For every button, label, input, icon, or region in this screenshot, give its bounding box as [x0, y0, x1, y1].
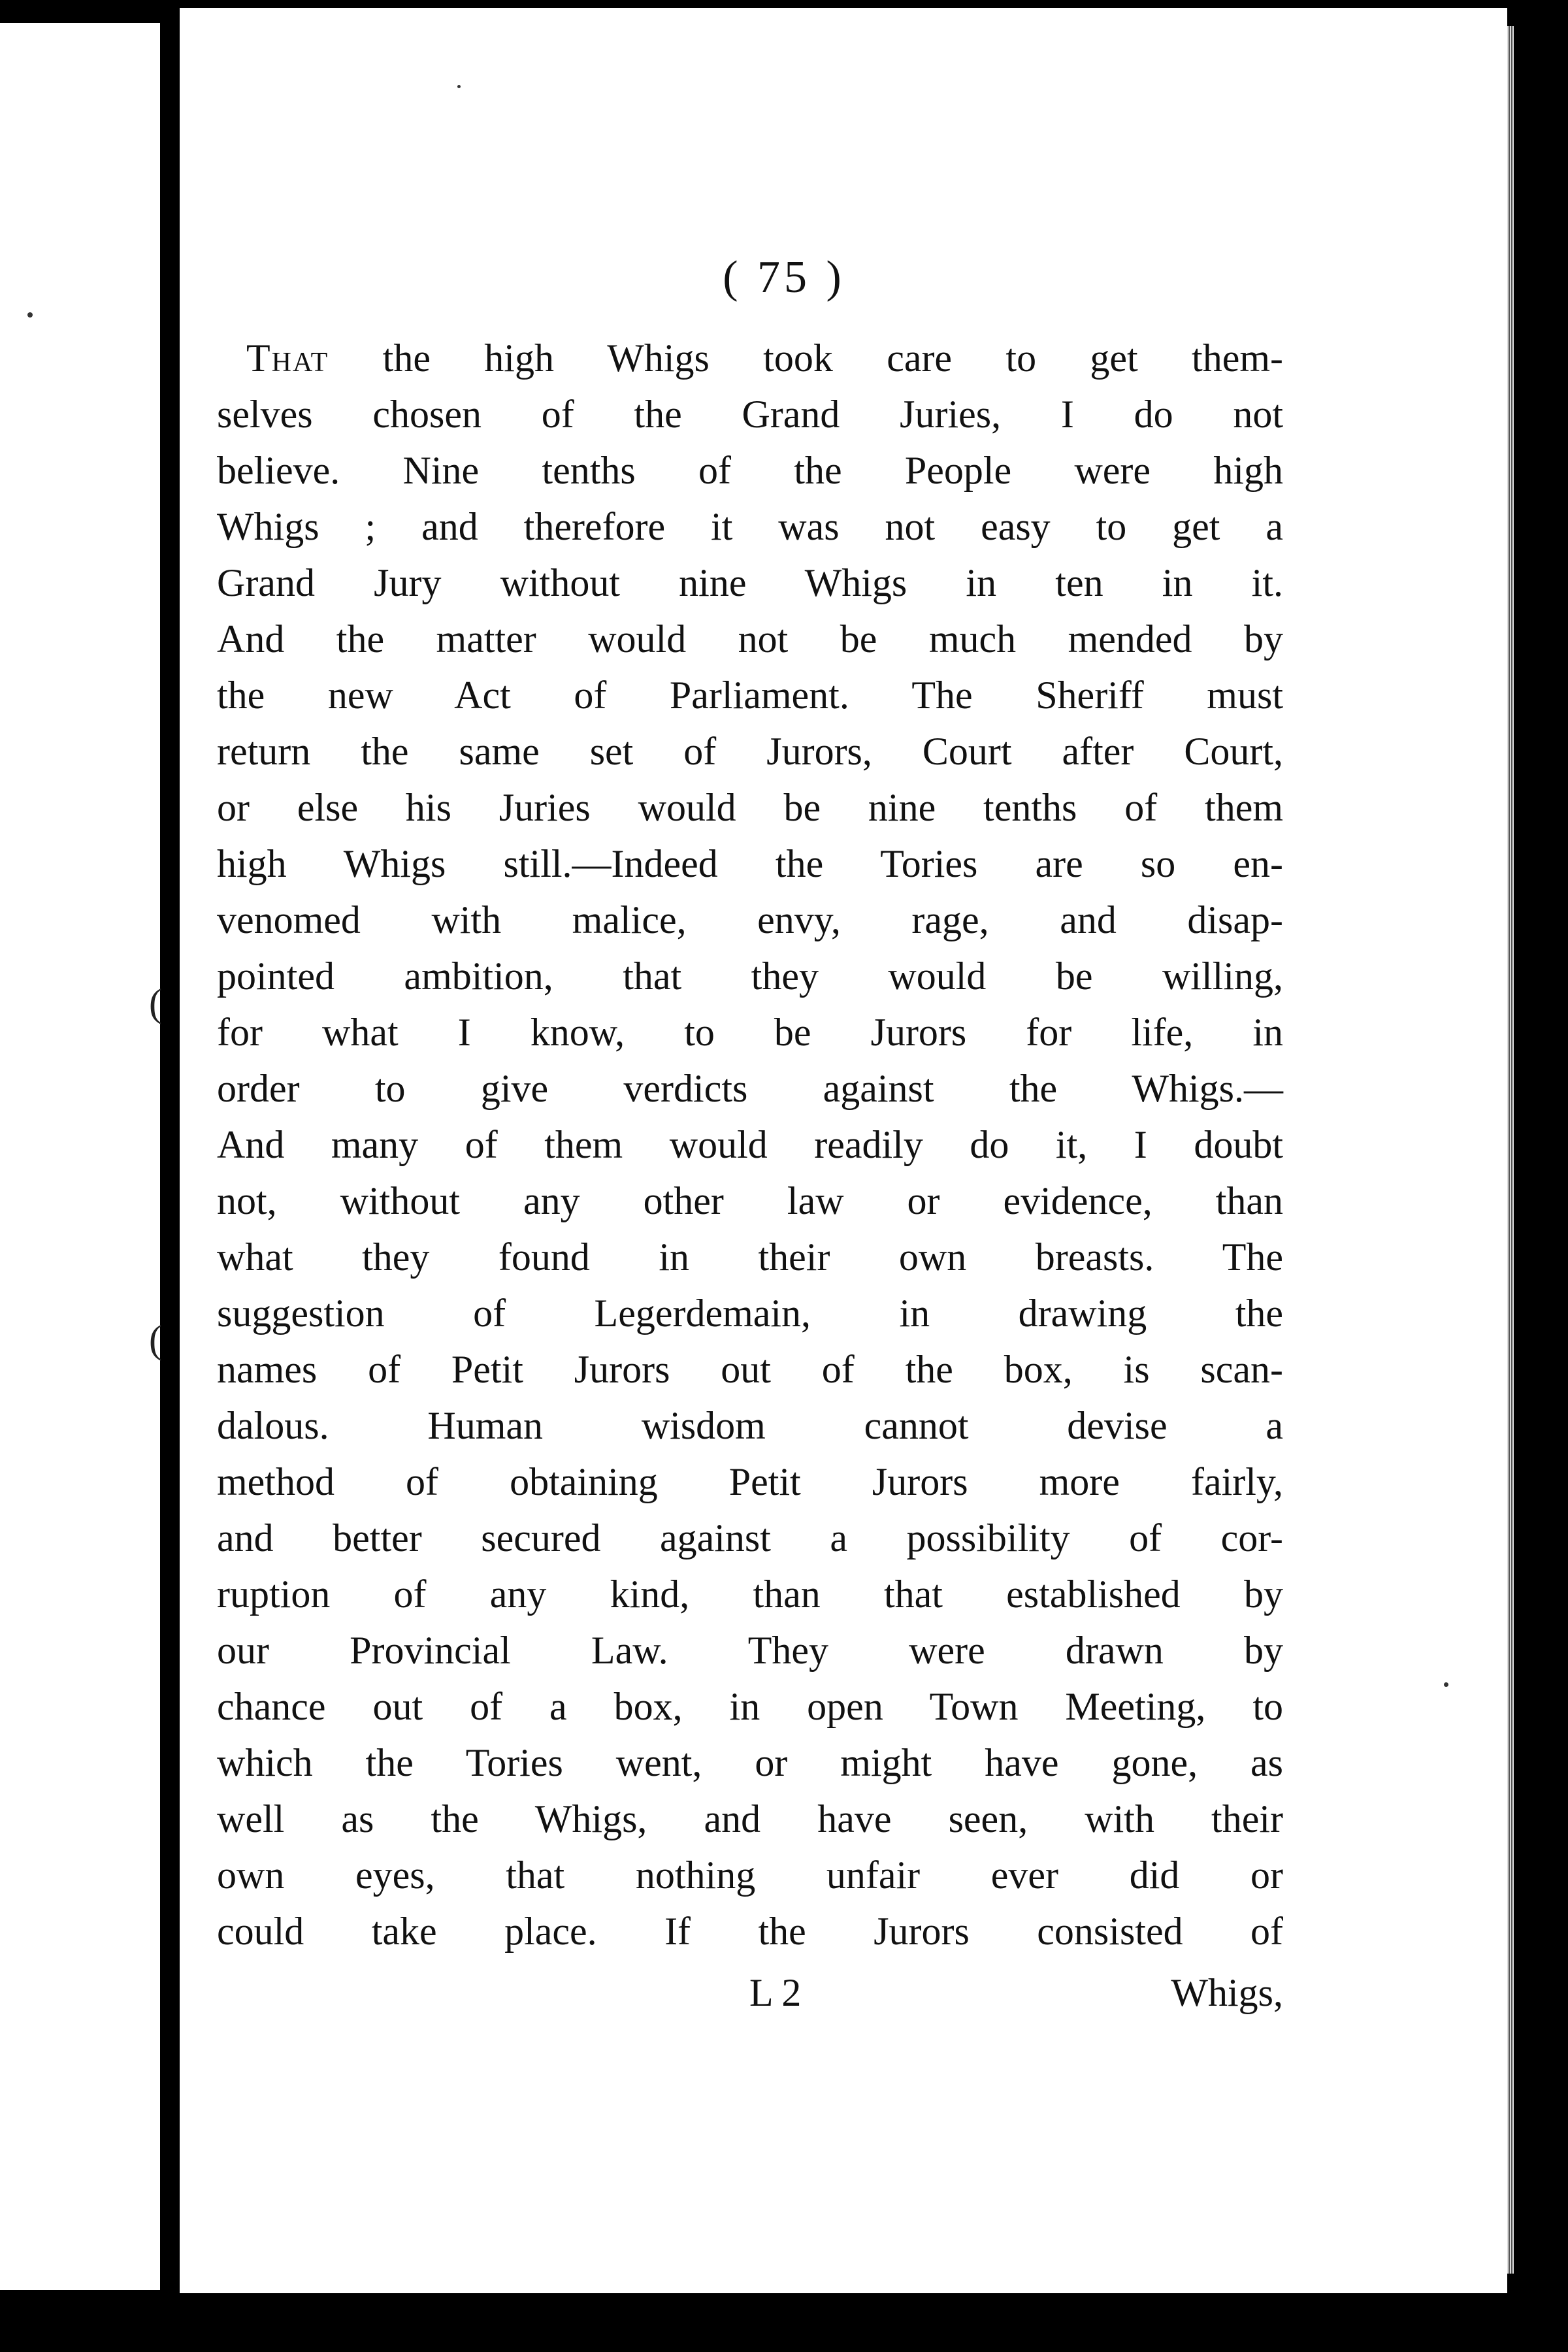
text-line: Grand Jury without nine Whigs in ten in it.: [217, 561, 1283, 604]
facing-page: [0, 23, 160, 2290]
body-text: [217, 330, 1283, 1959]
text-line: well as the Whigs, and have seen, with their: [217, 1797, 1283, 1840]
print-speck: [457, 85, 461, 88]
text-line: for what I know, to be Jurors for life, in: [217, 1011, 1283, 1054]
print-speck: [27, 312, 33, 318]
catchword: Whigs,: [1171, 1971, 1283, 2014]
text-line: suggestion of Legerdemain, in drawing the: [217, 1292, 1283, 1335]
text-line: method of obtaining Petit Jurors more fairly,: [217, 1460, 1283, 1503]
text-line: not, without any other law or evidence, than: [217, 1179, 1283, 1222]
text-line: the new Act of Parliament. The Sheriff must: [217, 674, 1283, 717]
text-line: ruption of any kind, than that established by: [217, 1573, 1283, 1616]
text-line: own eyes, that nothing unfair ever did or: [217, 1854, 1283, 1897]
text-line: could take place. If the Jurors consisted of: [217, 1910, 1283, 1953]
text-line: venomed with malice, envy, rage, and disap-: [217, 898, 1283, 941]
text-line: return the same set of Jurors, Court after Court,: [217, 730, 1283, 773]
text-line: what they found in their own breasts. The: [217, 1235, 1283, 1279]
margin-bracket-mark: (: [149, 1318, 162, 1361]
text-line: Whigs ; and therefore it was not easy to get a: [217, 505, 1283, 548]
text-line: which the Tories went, or might have gone, as: [217, 1741, 1283, 1784]
page-edge: [1507, 26, 1514, 2274]
text-line: high Whigs still.—Indeed the Tories are so en-: [217, 842, 1283, 885]
text-line: dalous. Human wisdom cannot devise a: [217, 1404, 1283, 1447]
text-line: chance out of a box, in open Town Meeting, to: [217, 1685, 1283, 1728]
signature-mark: L 2: [749, 1971, 802, 2014]
text-line: names of Petit Jurors out of the box, is scan-: [217, 1348, 1283, 1391]
drop-word: That: [246, 336, 329, 380]
text-line-rest: the high Whigs took care to get them-: [329, 336, 1283, 380]
text-line: pointed ambition, that they would be willing,: [217, 955, 1283, 998]
text-line: our Provincial Law. They were drawn by: [217, 1629, 1283, 1672]
text-line: And the matter would not be much mended by: [217, 617, 1283, 661]
page-number: ( 75 ): [723, 252, 845, 302]
text-line: believe. Nine tenths of the People were high: [217, 449, 1283, 492]
text-line: order to give verdicts against the Whigs.—: [217, 1067, 1283, 1110]
page-footer: [217, 1963, 1283, 2022]
print-speck: [1444, 1682, 1448, 1687]
text-line: or else his Juries would be nine tenths of them: [217, 786, 1283, 829]
text-line: selves chosen of the Grand Juries, I do not: [217, 393, 1283, 436]
text-line: And many of them would readily do it, I doubt: [217, 1123, 1283, 1166]
margin-bracket-mark: (: [149, 981, 162, 1024]
text-line: [217, 330, 1283, 386]
text-line: and better secured against a possibility of cor-: [217, 1516, 1283, 1560]
